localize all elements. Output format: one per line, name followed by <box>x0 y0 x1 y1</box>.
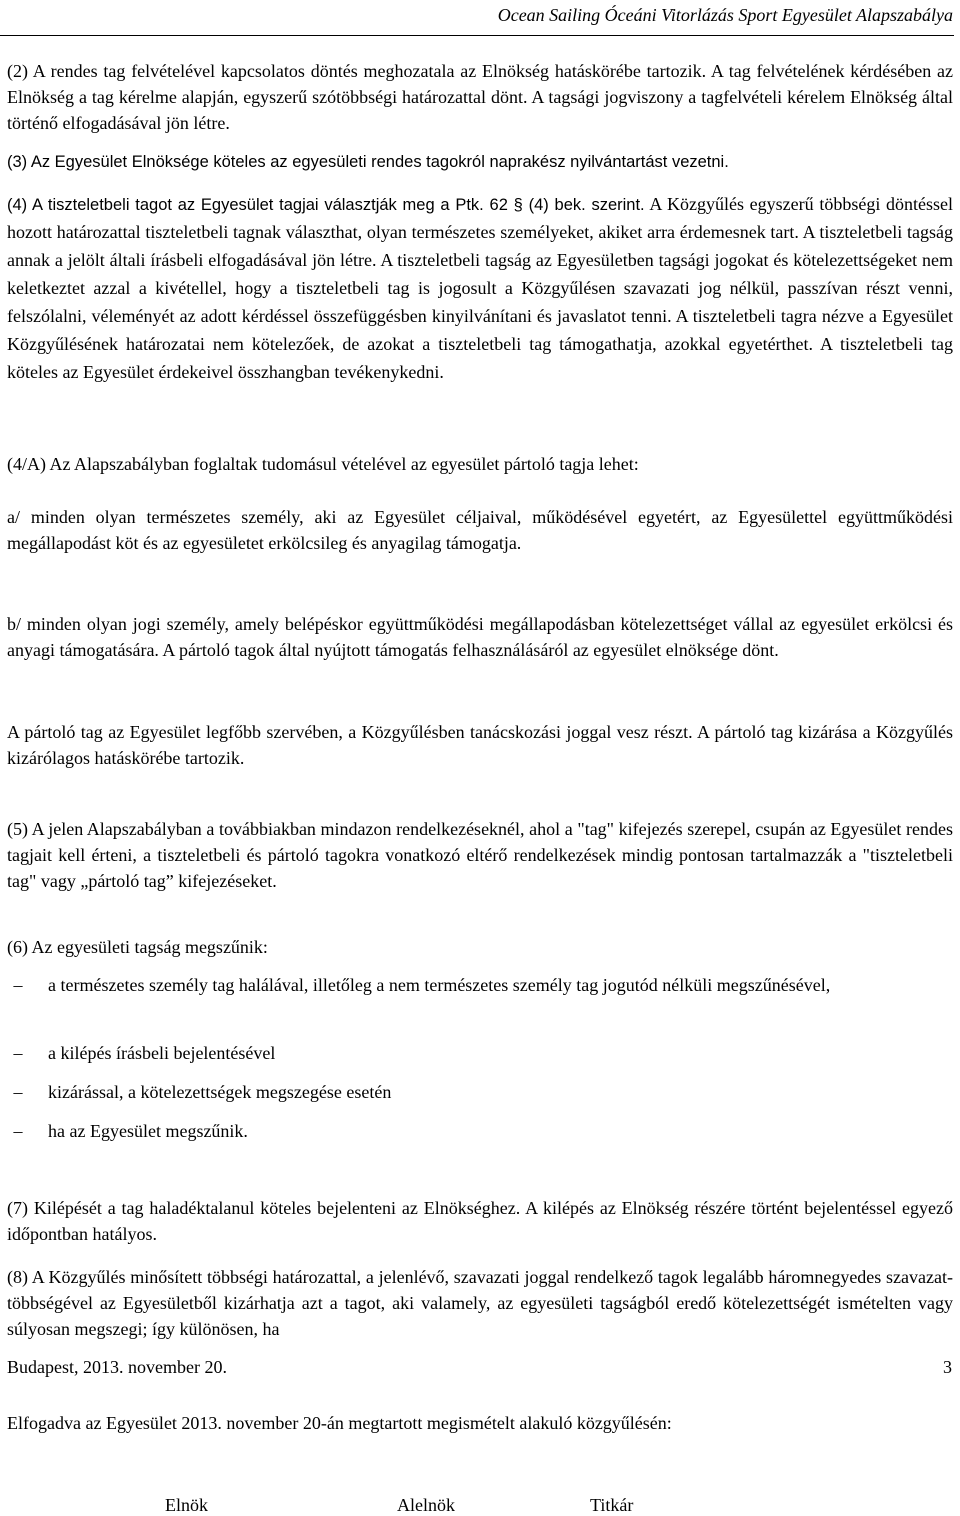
list-item <box>7 972 953 998</box>
paragraph-4-body: A Közgyűlés egyszerű többségi döntéssel hozott határozattal tiszteletbeli tagnak választhat, olyan természetes személyeket, akiket arra érdemesnek tart. A tiszteletbeli tagság annak a jelölt általi írásbeli elfogadásával jön létre. A tiszteletbeli tagság az Egyesületben tagsági jogokat és kötelezettségeket nem keletkeztet azzal a kivétellel, hogy a tiszteletbeli tag is jogosult a Közgyűlésen szavazati jog nélkül, passzívan részt venni, felszólalni, véleményét az adott kérdéssel összefüggésben kinyilvánítani és javaslatot tenni. A tiszteletbeli tagra nézve a Egyesület Közgyűlésének határozatai nem kötelezőek, de azokat a tiszteletbeli tag támogathatja, azokkal egyetérthet. A tiszteletbeli tag köteles az Egyesület érdekeivel összhangban tevékenykedni. <box>7 194 953 382</box>
list-item-text: a kilépés írásbeli bejelentésével <box>48 1043 276 1063</box>
paragraph-7: (7) Kilépését a tag haladéktalanul köteles bejelenteni az Elnökséghez. A kilépés az Elnökség részére történt bejelentéssel egyező időpontban hatályos. <box>7 1198 953 1244</box>
signature-titkar: Titkár <box>590 1495 634 1515</box>
list-item <box>7 1118 953 1144</box>
paragraph-2: (2) A rendes tag felvételével kapcsolatos döntés meghozatala az Elnökség hatáskörébe tartozik. A tag felvételének kérdésében az Elnökség a tag kérelme alapján, egyszerű szótöbbségi határozattal dönt. A tagsági jogviszony a tagfelvételi kérelem Elnökség által történő elfogadásával jön létre. <box>7 61 953 133</box>
header-rule <box>0 35 954 36</box>
list-item-text: kizárással, a kötelezettségek megszegése esetén <box>48 1082 392 1102</box>
paragraph-4a: (4/A) Az Alapszabályban foglaltak tudomásul vételével az egyesület pártoló tagja lehet: <box>7 454 639 474</box>
list-item-text: ha az Egyesület megszűnik. <box>48 1121 248 1141</box>
dash-bullet: – <box>13 975 23 995</box>
signature-elnok: Elnök <box>165 1495 208 1515</box>
paragraph-a: a/ minden olyan természetes személy, aki az Egyesület céljaival, működésével egyetért, az Egyesülettel együttműködési megállapodást köt és az egyesületet erkölcsileg és anyagilag támogatja. <box>7 507 953 553</box>
list-item-text: a természetes személy tag halálával, illetőleg a nem természetes személy tag jogutód nélküli megszűnésével, <box>48 975 831 995</box>
paragraph-3: (3) Az Egyesület Elnöksége köteles az egyesületi rendes tagokról naprakész nyilvántartást vezetni. <box>7 153 729 171</box>
running-header: Ocean Sailing Óceáni Vitorlázás Sport Egyesület Alapszabálya <box>497 5 953 25</box>
paragraph-6: (6) Az egyesületi tagság megszűnik: <box>7 937 268 957</box>
paragraph-4-lead: (4) A tiszteletbeli tagot az Egyesület tagjai választják meg a Ptk. 62 § (4) bek. szerint. <box>7 196 645 214</box>
paragraph-partolo-tag: A pártoló tag az Egyesület legfőbb szervében, a Közgyűlésben tanácskozási joggal vesz részt. A pártoló tag kizárása a Közgyűlés kizárólagos hatáskörébe tartozik. <box>7 722 953 768</box>
paragraph-5: (5) A jelen Alapszabályban a továbbiakban mindazon rendelkezéseknél, ahol a "tag" kifejezés szerepel, csupán az Egyesület rendes tagjait kell érteni, a tiszteletbeli és pártoló tagokra vonatkozó eltérő rendelkezések mindig pontosan tartalmazzák a "tiszteletbeli tag" vagy „pártoló tag” kifejezéseket. <box>7 819 953 891</box>
paragraph-8: (8) A Közgyűlés minősített többségi határozattal, a jelenlévő, szavazati joggal rendelkező tagok legalább háromnegyedes szavazat-többségével az Egyesületből kizárhatja azt a tagot, aki valamely, az egyesületi tagságból eredő kötelezettségét ismételten vagy súlyosan megszegi; így különösen, ha <box>7 1267 953 1339</box>
dash-bullet: – <box>13 1082 23 1102</box>
list-item <box>7 1079 953 1105</box>
signature-alelnok: Alelnök <box>397 1495 455 1515</box>
paragraph-b: b/ minden olyan jogi személy, amely belépéskor együttműködési megállapodásban kötelezettséget vállal az egyesület erkölcsi és anyagi támogatására. A pártoló tagok által nyújtott támogatás felhasználásáról az egyesület elnöksége dönt. <box>7 614 953 660</box>
list-item <box>7 1040 953 1066</box>
dash-bullet: – <box>13 1121 23 1141</box>
paragraph-4 <box>7 191 953 387</box>
footer-date: Budapest, 2013. november 20. <box>7 1357 227 1377</box>
approval-statement: Elfogadva az Egyesület 2013. november 20-án megtartott megismételt alakuló közgyűlésén: <box>7 1413 672 1433</box>
page-number: 3 <box>943 1357 952 1377</box>
dash-bullet: – <box>13 1043 23 1063</box>
